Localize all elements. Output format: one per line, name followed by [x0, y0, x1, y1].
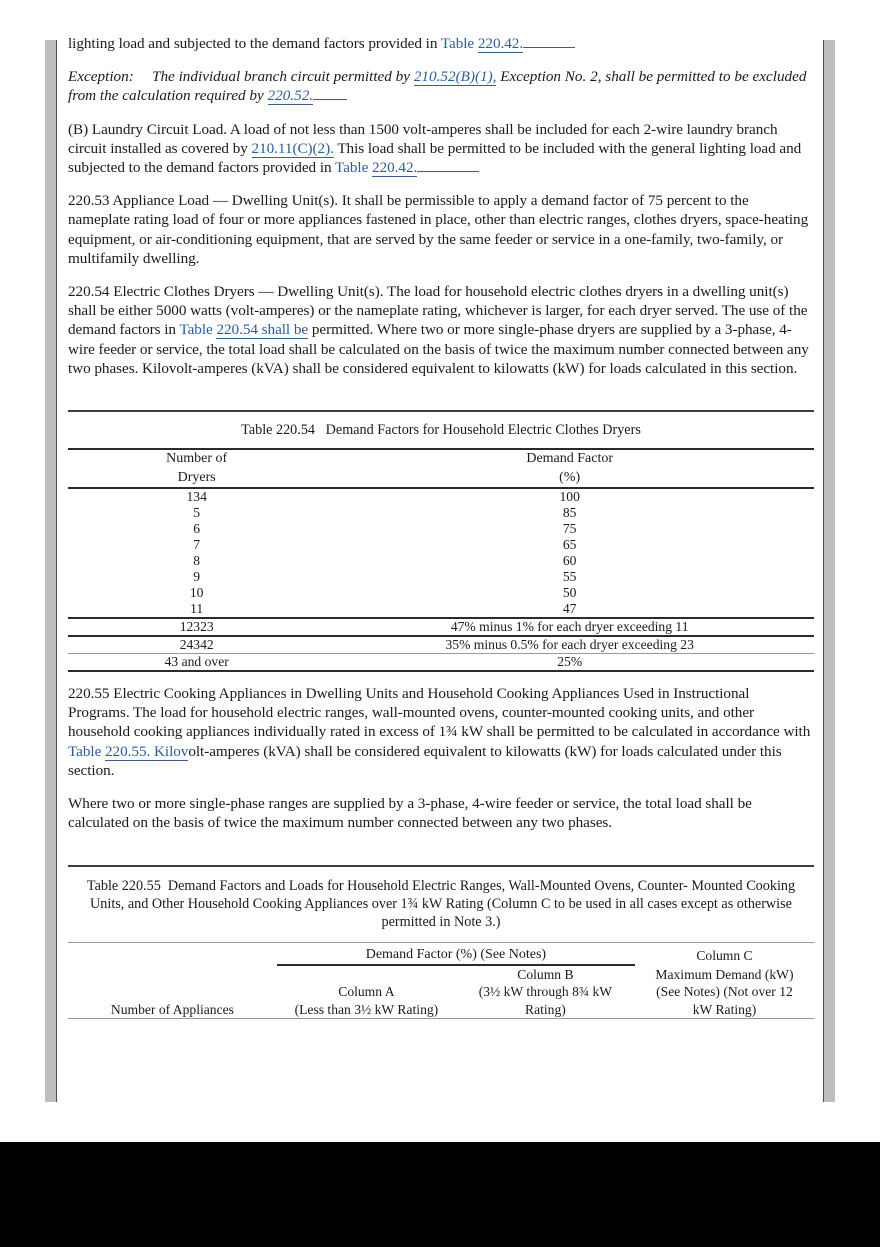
cell-factor: 47% minus 1% for each dryer exceeding 11 [450, 619, 689, 635]
cell-dryers: 11 [190, 601, 204, 617]
xref-table-label-4[interactable]: Table [68, 742, 106, 760]
xref-link-220-52[interactable]: 220.52. [267, 87, 314, 105]
table-row [68, 489, 814, 505]
table-220-55-span-header-row [68, 943, 814, 964]
header-column-a [277, 965, 456, 1019]
cell-dryers: 134 [186, 489, 207, 505]
xref-table-label-2[interactable]: Table [335, 159, 373, 177]
xref-link-table-220-42-b[interactable]: 220.42. [372, 159, 418, 177]
table-row [68, 569, 814, 585]
table-row [68, 619, 814, 635]
left-page-rail[interactable] [45, 40, 57, 1102]
paragraph-exception [68, 67, 814, 105]
table-220-54-header-col-dryers [68, 450, 325, 487]
table-220-54-band-2 [68, 637, 814, 653]
header-column-a-title: Column A [338, 984, 395, 1000]
xref-underline-tail-3 [417, 159, 479, 172]
cell-dryers: 43 and over [164, 654, 229, 670]
cell-dryers: 5 [193, 505, 201, 521]
cell-factor: 50 [562, 585, 577, 601]
xref-link-table-220-42[interactable]: 220.42. [477, 35, 524, 52]
cell-dryers: 12323 [179, 619, 214, 635]
paragraph-220-55-three-phase: Where two or more single-phase ranges are supplied by a 3-phase, 4-wire feeder or service, the total load shall be calculated on the basis of twice the maximum number connected between any two phases. [68, 795, 752, 832]
table-row [68, 585, 814, 601]
table-row [68, 505, 814, 521]
document-text-column [68, 34, 814, 1019]
cell-factor: 85 [562, 505, 577, 521]
table-220-55-caption-line1: Demand Factors and Loads for Household Electric Ranges, Wall-Mounted Ovens, Counter- [167, 878, 688, 895]
table-220-54-caption-number: Table 220.54 [241, 422, 316, 439]
header-percent: (%) [559, 469, 581, 485]
table-220-55-header-rule-bottom [68, 1018, 814, 1019]
cell-factor: 75 [562, 521, 577, 537]
table-220-55-caption-number: Table 220.55 [86, 878, 161, 895]
table-220-54-body [68, 489, 814, 617]
paragraph-220-54-electric-clothes-dryers [68, 282, 814, 378]
cell-factor: 60 [562, 553, 577, 569]
table-row [68, 521, 814, 537]
header-demand-factor: Demand Factor [526, 451, 614, 467]
xref-underline-tail [523, 35, 575, 48]
spacer-after-table-220-54 [68, 672, 814, 684]
header-column-c-detail [635, 965, 814, 1019]
cell-dryers: 8 [193, 553, 201, 569]
table-220-55 [68, 865, 814, 1019]
paragraph-laundry-circuit-load [68, 120, 814, 178]
paragraph-continuation [68, 34, 814, 53]
p22055-text-a: 220.55 Electric Cooking Appliances in Dwelling Units and Household Cooking Appliances Used in Instructional Programs. The load for household electric ranges, wall-mounted ovens, counter-mounted cooking units, and other household cooking appliances individually rated in excess of 1¾ kW shall be permitted to be calculated in accordance with [68, 685, 811, 741]
viewport-bottom-filler [0, 1142, 880, 1247]
table-220-55-column-header-row [68, 965, 814, 1019]
paragraph-220-55-electric-cooking-appliances [68, 684, 814, 780]
exception-text-b: Exception No. 2, shall be permitted to be excluded from the calculation required by [68, 68, 807, 105]
p22055-text-b: olt-amperes (kVA) shall be considered equivalent to kilowatts (kW) for loads calculated under this section. [68, 742, 782, 779]
header-column-b [456, 965, 635, 1019]
table-220-55-column-c-top [635, 943, 814, 965]
cell-dryers: 7 [193, 537, 201, 553]
laundry-text-b: This load shall be permitted to be included with the general lighting load and subjected to the demand factors provided in [68, 139, 802, 177]
table-row [68, 637, 814, 653]
p22054-text-a: 220.54 Electric Clothes Dryers — Dwelling Unit(s). The load for household electric clothes dryers in a dwelling unit(s) shall be either 5000 watts (volt-amperes) or the nameplate rating, whichever is larger, for each dryer served. The use of the demand factors in [68, 283, 808, 339]
header-column-a-range: (Less than 3½ kW Rating) [294, 1001, 439, 1017]
xref-table-label-3[interactable]: Table [179, 321, 217, 339]
spacer-before-table-220-54 [68, 391, 814, 410]
table-row [68, 553, 814, 569]
table-row [68, 537, 814, 553]
header-column-c-rating: kW Rating) [692, 1001, 757, 1017]
header-number-of-appliances: Number of Appliances [110, 1001, 234, 1017]
paragraph-220-53-appliance-load: 220.53 Appliance Load — Dwelling Unit(s). It shall be permissible to apply a demand factor of 75 percent to the nameplate rating load of four or more appliances fastened in place, other than electric ranges, clothes dryers, space-heating equipment, or air-conditioning equipment, that are served by the same feeder or service in a one-family, two-family, or multifamily dwelling. [68, 192, 809, 267]
cell-factor: 100 [559, 489, 580, 505]
table-220-54-header-row [68, 450, 814, 487]
table-220-54 [68, 410, 814, 672]
table-220-54-caption-text: Demand Factors for Household Electric Clothes Dryers [325, 422, 641, 439]
paragraph-continuation-text: lighting load and subjected to the demand factors provided in [68, 35, 441, 52]
cell-dryers: 24342 [179, 637, 214, 653]
table-220-55-span-demand-factor: Demand Factor (%) (See Notes) [365, 946, 547, 962]
xref-link-table-220-55[interactable]: 220.55. Kilov [105, 742, 189, 760]
cell-dryers: 6 [193, 521, 201, 537]
table-row [68, 601, 814, 617]
exception-label: Exception: [68, 68, 134, 86]
exception-text-a: The individual branch circuit permitted by [152, 68, 414, 86]
xref-link-table-220-54[interactable]: 220.54 shall be [216, 321, 309, 339]
table-220-55-caption-line3: in all cases except as otherwise permitted in Note 3.) [381, 896, 792, 931]
table-220-55-caption-line2: Mounted Cooking Units, and Other Household Cooking Appliances over 1¾ kW Rating (Column C to be used [90, 878, 796, 913]
table-220-54-header [68, 450, 814, 487]
xref-link-210-11-c-2[interactable]: 210.11(C)(2). [251, 139, 334, 157]
header-column-c-notes: (See Notes) (Not over 12 [656, 984, 793, 1000]
header-column-b-title: Column B [517, 966, 574, 982]
p22054-text-b: permitted. Where two or more single-phase dryers are supplied by a 3-phase, 4-wire feeder or service, the total load shall be calculated on the basis of twice the maximum number connected between any two phases. Kilovolt-amperes (kVA) shall be considered equivalent to kilowatts (kW) for loads calculated in this section. [68, 321, 809, 377]
header-column-c: Column C [696, 948, 753, 964]
table-220-55-caption [68, 867, 814, 942]
header-column-b-range-1: (3½ kW through 8¾ kW [478, 984, 613, 1000]
header-number-of: Number of [166, 451, 228, 467]
table-220-54-band-1 [68, 619, 814, 635]
spacer-before-table-220-55 [68, 846, 814, 865]
header-dryers: Dryers [177, 469, 216, 485]
cell-factor: 25% [557, 654, 583, 670]
cell-factor: 55 [562, 569, 577, 585]
table-220-55-header [68, 943, 814, 1018]
cell-dryers: 9 [193, 569, 201, 585]
cell-factor: 65 [562, 537, 577, 553]
xref-table-label[interactable]: Table [440, 35, 478, 52]
cell-factor: 47 [562, 601, 577, 617]
table-220-54-band-3 [68, 654, 814, 670]
cell-factor: 35% minus 0.5% for each dryer exceeding 23 [445, 637, 694, 653]
header-column-b-range-2: Rating) [525, 1001, 566, 1017]
table-220-54-caption [68, 412, 814, 448]
right-page-rail[interactable] [823, 40, 835, 1102]
header-column-c-max-demand: Maximum Demand (kW) [655, 966, 794, 982]
xref-underline-tail-2 [313, 87, 347, 100]
laundry-text-a: (B) Laundry Circuit Load. A load of not less than 1500 volt-amperes shall be included for each 2-wire laundry branch circuit installed as covered by [68, 120, 778, 157]
cell-dryers: 10 [189, 585, 204, 601]
table-220-55-span-spacer [68, 943, 277, 964]
xref-link-210-52-b-1[interactable]: 210.52(B)(1), [413, 68, 497, 86]
table-row [68, 654, 814, 670]
table-220-54-header-col-factor [325, 450, 814, 487]
